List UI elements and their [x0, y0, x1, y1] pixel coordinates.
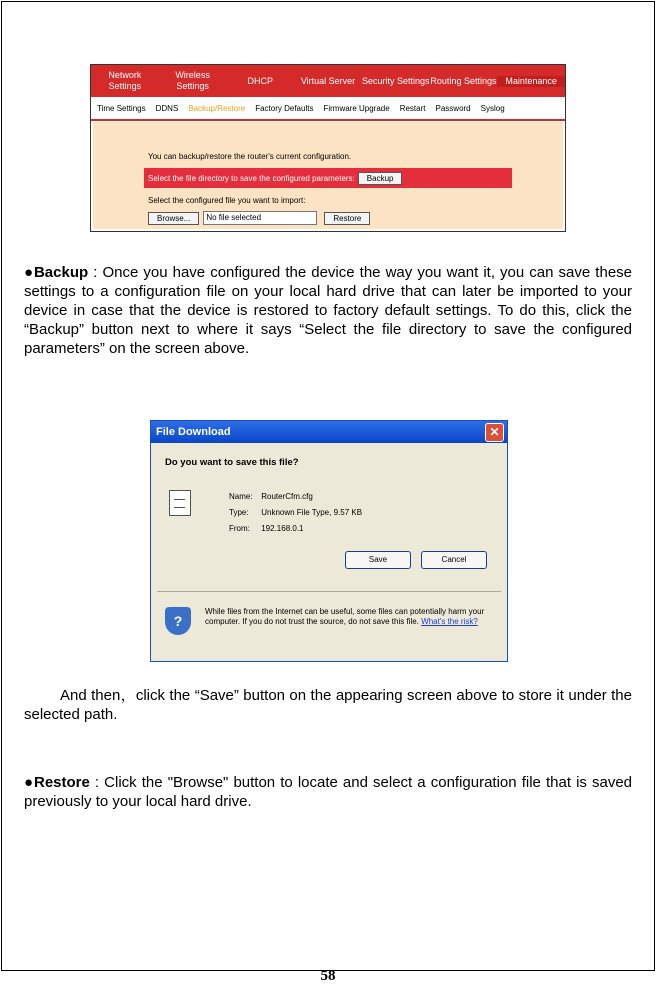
nav-routing-settings[interactable]: Routing Settings	[430, 75, 497, 86]
backup-prompt: Select the file directory to save the configured parameters:	[148, 173, 355, 183]
backup-paragraph	[24, 263, 632, 358]
backup-term: Backup	[33, 264, 89, 281]
cancel-button[interactable]: Cancel	[421, 551, 487, 569]
risk-link[interactable]: What's the risk?	[421, 617, 478, 626]
backup-row	[144, 168, 512, 188]
dialog-title-bar	[151, 421, 507, 443]
subnav-ddns[interactable]: DDNS	[155, 103, 179, 113]
file-download-dialog	[150, 420, 508, 662]
subnav-syslog[interactable]: Syslog	[480, 103, 505, 113]
subnav-backup-restore[interactable]: Backup/Restore	[188, 103, 246, 113]
type-value: Unknown File Type, 9.57 KB	[261, 508, 363, 517]
nav-virtual-server[interactable]: Virtual Server	[300, 75, 356, 86]
backup-button[interactable]: Backup	[358, 172, 403, 185]
from-label: From:	[229, 524, 250, 533]
subnav-restart[interactable]: Restart	[399, 103, 426, 113]
dialog-question: Do you want to save this file?	[165, 457, 299, 468]
warning-text: While files from the Internet can be useful, some files can potentially harm your computer. If you do not trust the source, do not save this file.	[205, 607, 485, 626]
restore-term: Restore	[33, 774, 90, 791]
shield-question-icon: ?	[165, 607, 191, 635]
import-prompt: Select the configured file you want to import:	[148, 196, 306, 205]
nav-maintenance[interactable]: Maintenance	[497, 76, 565, 87]
file-icon	[169, 490, 191, 516]
subnav-factory-defaults[interactable]: Factory Defaults	[255, 103, 314, 113]
backup-intro-text: You can backup/restore the router's current configuration.	[148, 152, 352, 161]
nav-security-settings[interactable]: Security Settings	[361, 75, 430, 86]
name-value: RouterCfm.cfg	[261, 492, 313, 501]
bullet: ●	[24, 774, 34, 791]
bullet: ●	[24, 264, 34, 281]
nav-dhcp[interactable]: DHCP	[247, 75, 274, 86]
subnav-password[interactable]: Password	[435, 103, 471, 113]
restore-description: : Click the "Browse" button to locate and select a configuration file that is saved previously to your local hard drive.	[24, 774, 633, 810]
security-warning	[205, 607, 495, 627]
backup-panel	[93, 122, 563, 229]
save-paragraph: And then，click the “Save” button on the appearing screen above to store it under the selected path.	[24, 687, 632, 723]
subnav-firmware-upgrade[interactable]: Firmware Upgrade	[323, 103, 390, 113]
router-backup-screenshot	[90, 64, 566, 232]
dialog-title: File Download	[156, 426, 231, 438]
restore-paragraph	[24, 773, 632, 811]
browse-button[interactable]: Browse...	[148, 212, 199, 225]
name-label: Name:	[229, 492, 253, 501]
backup-description: : Once you have configured the device the way you want it, you can save these settings to a configuration file on your local hard drive that can later be imported to your device in case that the device is restored to factory default settings. To do this, click the “Backup” button next to where it says “Select the file directory to save the configured parameters” on the screen above.	[24, 264, 633, 357]
restore-button[interactable]: Restore	[324, 212, 370, 225]
dialog-divider	[157, 591, 501, 592]
from-value: 192.168.0.1	[261, 524, 304, 533]
save-button[interactable]: Save	[345, 551, 411, 569]
restore-row	[148, 211, 370, 225]
nav-network-settings[interactable]: Network Settings	[108, 70, 142, 91]
subnav-time-settings[interactable]: Time Settings	[97, 103, 146, 113]
type-label: Type:	[229, 508, 249, 517]
page-number: 58	[320, 968, 336, 984]
file-info	[229, 489, 362, 537]
file-input[interactable]: No file selected	[203, 211, 317, 225]
close-icon[interactable]: ✕	[485, 423, 504, 442]
router-sub-nav	[91, 97, 565, 121]
nav-wireless-settings[interactable]: Wireless Settings	[175, 70, 210, 91]
router-main-nav	[91, 65, 565, 97]
